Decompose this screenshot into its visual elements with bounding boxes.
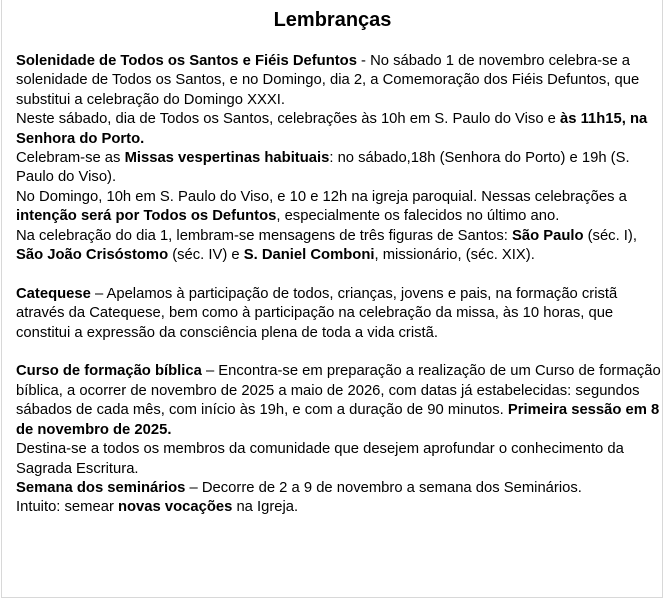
paragraph-catechesis: Catequese – Apelamos à participação de todos, crianças, jovens e pais, na formação cristã através da Catequese, bem como à participação na celebração da missa, às 10 horas, que constitui a expressão da consciência plena de toda a vida cristã. xyxy=(16,285,618,341)
paragraph-bible-course-audience: Destina-se a todos os membros da comunidade que desejem aprofundar o conhecimento da Sagrada Escritura. xyxy=(16,441,624,477)
paragraph-sunday-masses: No Domingo, 10h em S. Paulo do Viso, e 10 e 12h na igreja paroquial. Nessas celebrações a intenção será por Todos os Defuntos, especialmente os falecidos no último ano. xyxy=(16,188,627,225)
paragraph-seminaries-week: Semana dos seminários – Decorre de 2 a 9 de novembro a semana dos Seminários. xyxy=(16,479,582,496)
spacer xyxy=(16,343,661,362)
page-title: Lembranças xyxy=(273,9,392,31)
paragraph-vocations: Intuito: semear novas vocações na Igreja. xyxy=(16,499,299,516)
paragraph-bible-course: Curso de formação bíblica – Encontra-se em preparação a realização de um Curso de formação bíblica, a ocorrer de novembro de 2025 a maio de 2026, com datas já estabelecidas: segundos sábados de cada mês, com início às 19h, e com a duração de 90 minutos. Primeira sessão em 8 de novembro de 2025. xyxy=(16,363,661,438)
heading-seminaries-week: Semana dos seminários xyxy=(16,479,186,496)
paragraph-all-saints-intro: Solenidade de Todos os Santos e Fiéis Defuntos - No sábado 1 de novembro celebra-se a solenidade de Todos os Santos, e no Domingo, dia 2, a Comemoração dos Fiéis Defuntos, que substitui a celebração do Domingo XXXI. xyxy=(16,53,640,108)
paragraph-all-saints-schedule: Neste sábado, dia de Todos os Santos, celebrações às 10h em S. Paulo do Viso e às 11h15, na Senhora do Porto. xyxy=(16,111,648,147)
paragraph-evening-masses: Celebram-se as Missas vespertinas habituais: no sábado,18h (Senhora do Porto) e 19h (S. Paulo do Viso). xyxy=(16,150,630,186)
heading-catechesis: Catequese xyxy=(16,285,91,302)
heading-all-saints: Solenidade de Todos os Santos e Fiéis Defuntos xyxy=(16,53,357,69)
heading-bible-course: Curso de formação bíblica xyxy=(16,363,202,380)
paragraph-saints-messages: Na celebração do dia 1, lembram-se mensagens de três figuras de Santos: São Paulo (séc. I), São João Crisóstomo (séc. IV) e S. Daniel Comboni, missionário, (séc. XIX). xyxy=(16,227,637,264)
announcements-body xyxy=(16,52,661,518)
spacer xyxy=(16,265,661,284)
